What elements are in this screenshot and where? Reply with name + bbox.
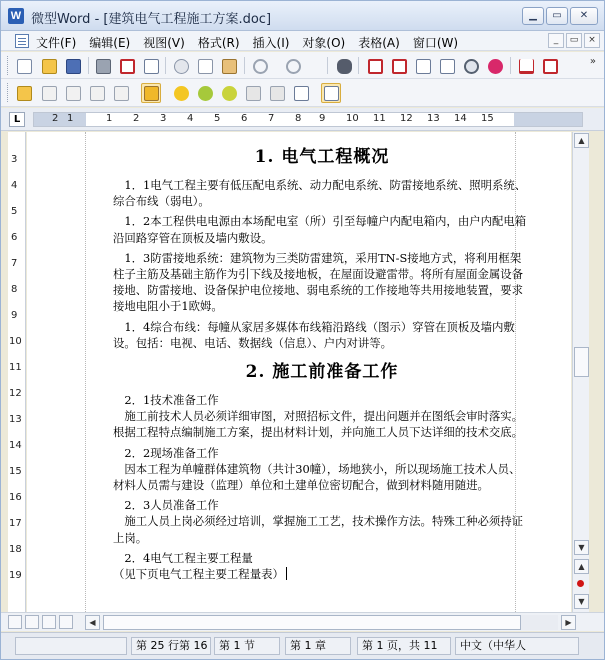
blank-page-icon[interactable] xyxy=(111,83,131,103)
section-2-4-title: 2．4电气工程主要工程量 xyxy=(113,550,253,565)
status-section: 第 1 节 xyxy=(214,637,280,655)
status-line-column: 第 25 行第 16 xyxy=(131,637,211,655)
zoom-icon[interactable] xyxy=(461,56,481,76)
toolbar-grip[interactable] xyxy=(7,83,10,102)
page-number-icon[interactable] xyxy=(365,56,385,76)
open-folder-icon[interactable] xyxy=(39,56,59,76)
status-empty xyxy=(15,637,127,655)
horizontal-scrollbar[interactable] xyxy=(1,612,604,631)
menu-file[interactable]: 文件(F) xyxy=(36,36,77,50)
undo-icon[interactable] xyxy=(250,56,270,76)
section-2-1-title: 2．1技术准备工作 xyxy=(113,393,219,408)
word-app-icon[interactable]: W xyxy=(8,8,24,24)
section-2-2-title: 2．2现场准备工作 xyxy=(113,445,219,460)
page-view-icon[interactable] xyxy=(413,56,433,76)
section-2-3-body: 施工人员上岗必须经过培训，掌握施工工艺，技术操作方法。特殊工种必须持证上岗。 xyxy=(113,514,524,545)
title-bar xyxy=(1,1,604,31)
highlight-star-icon[interactable] xyxy=(171,83,191,103)
document-body[interactable] xyxy=(113,142,531,586)
eraser-icon[interactable] xyxy=(243,83,263,103)
app-name: 微型Word xyxy=(31,12,91,27)
outline-layout-view-icon[interactable] xyxy=(59,615,73,629)
document-menu-icon[interactable] xyxy=(15,34,29,48)
window-controls xyxy=(522,7,598,25)
menu-window[interactable]: 窗口(W) xyxy=(412,36,459,50)
toolbar-grip[interactable] xyxy=(7,56,10,75)
find-icon[interactable] xyxy=(334,56,354,76)
paragraph-1-2: 1．2本工程供电电源由本场配电室（所）引至每幢户内配电箱内，由户内配电箱沿回路穿管在顶板及墙内敷设。 xyxy=(113,214,527,245)
print-preview-icon[interactable] xyxy=(141,56,161,76)
print-icon[interactable] xyxy=(93,56,113,76)
copy-icon[interactable] xyxy=(195,56,215,76)
menu-bar xyxy=(1,31,604,51)
section-2-4-body: （见下页电气工程主要工程量表） xyxy=(113,566,531,582)
horizontal-scroll-track[interactable] xyxy=(103,615,558,630)
print-layout-view-icon[interactable] xyxy=(42,615,56,629)
save-icon[interactable] xyxy=(63,56,83,76)
doc-close-button[interactable]: × xyxy=(584,33,600,48)
document-name: [建筑电气工程施工方案.doc] xyxy=(103,12,272,27)
scroll-up-button[interactable]: ▲ xyxy=(574,133,589,148)
export-pdf-icon[interactable] xyxy=(117,56,137,76)
document-window-controls xyxy=(548,33,600,48)
maximize-button[interactable]: ▭ xyxy=(546,7,568,25)
menu-items xyxy=(36,33,471,52)
tools-toolbar xyxy=(1,79,604,107)
paragraph-1-4: 1．4综合布线：每幢从家居多媒体布线箱沿路线（图示）穿管在顶板及墙内敷设。包括：电视、电话、数据线（信息）、户内对讲等。 xyxy=(113,319,515,350)
menu-format[interactable]: 格式(R) xyxy=(197,36,240,50)
toolbar-overflow-button[interactable]: » xyxy=(589,56,596,67)
vertical-scrollbar[interactable] xyxy=(572,132,589,612)
menu-edit[interactable]: 编辑(E) xyxy=(89,36,131,50)
highlight-marker-icon[interactable] xyxy=(219,83,239,103)
heading-preparation: 2. 施工前准备工作 xyxy=(245,362,399,383)
menu-insert[interactable]: 插入(I) xyxy=(252,36,290,50)
document-editing-area[interactable] xyxy=(27,132,571,612)
next-page-button[interactable]: ▼ xyxy=(574,594,589,609)
paste-icon[interactable] xyxy=(219,56,239,76)
normal-view-icon[interactable] xyxy=(8,615,22,629)
clear-format-icon[interactable] xyxy=(267,83,287,103)
font-color-icon[interactable] xyxy=(516,56,536,76)
format-painter-icon[interactable] xyxy=(540,56,560,76)
edit-folder-icon[interactable] xyxy=(14,83,34,103)
new-document-icon[interactable] xyxy=(14,56,34,76)
highlight-green-icon[interactable] xyxy=(195,83,215,103)
menu-object[interactable]: 对象(O) xyxy=(302,36,346,50)
browse-object-icon[interactable] xyxy=(577,580,584,587)
menu-table[interactable]: 表格(A) xyxy=(358,36,400,50)
previous-page-button[interactable]: ▲ xyxy=(574,559,589,574)
vertical-ruler: 3 4 5 6 7 8 9 10 11 12 13 14 15 16 17 18 19 xyxy=(8,132,26,612)
close-button[interactable]: ✕ xyxy=(570,7,598,25)
vertical-scroll-thumb[interactable] xyxy=(574,347,589,377)
horizontal-scroll-thumb[interactable] xyxy=(103,615,521,630)
redo-icon[interactable] xyxy=(283,56,303,76)
status-page: 第 1 页，共 11 xyxy=(357,637,451,655)
page-setup-icon[interactable] xyxy=(87,83,107,103)
tab-stop-selector[interactable]: L xyxy=(9,112,25,127)
status-bar xyxy=(1,632,604,659)
doc-restore-button[interactable]: ▭ xyxy=(566,33,582,48)
scroll-left-button[interactable]: ◀ xyxy=(85,615,100,630)
document-properties-icon[interactable] xyxy=(321,83,341,103)
text-cursor xyxy=(286,567,287,580)
edit-pen-icon[interactable] xyxy=(39,83,59,103)
menu-view[interactable]: 视图(V) xyxy=(143,36,185,50)
paragraph-1-1: 1．1电气工程主要有低压配电系统、动力配电系统、防雷接地系统、照明系统、综合布线（弱电）。 xyxy=(113,178,527,209)
section-2-3-title: 2．3人员准备工作 xyxy=(113,498,219,513)
delete-icon[interactable] xyxy=(63,83,83,103)
status-chapter: 第 1 章 xyxy=(285,637,351,655)
web-view-icon[interactable] xyxy=(25,615,39,629)
paragraph-1-3: 1．3防雷接地系统：建筑物为三类防雷建筑，采用TN-S接地方式，将利用框架柱子主筋及基础主筋作为引下线及接地板，在屋面设避雷带。将所有屋面金属设备接地、防雷接地、设备保护电位接地、弱电系统的工作接地等共用接地装置，要求接地电阻小于1欧姆。 xyxy=(113,250,524,314)
window-title: 微型Word - [建筑电气工程施工方案.doc] xyxy=(31,12,272,27)
status-language: 中文（中华人 xyxy=(455,637,579,655)
scroll-right-button[interactable]: ▶ xyxy=(561,615,576,630)
standard-toolbar xyxy=(1,52,604,79)
scroll-down-button[interactable]: ▼ xyxy=(574,540,589,555)
percent-icon[interactable] xyxy=(485,56,505,76)
doc-minimize-button[interactable]: _ xyxy=(548,33,564,48)
heading-electrical-overview: 1. 电气工程概况 xyxy=(254,147,390,167)
cut-icon[interactable] xyxy=(171,56,191,76)
track-changes-icon[interactable] xyxy=(291,83,311,103)
section-2-1-body: 施工前技术人员必须详细审图，对照招标文件，提出问题并在图纸会审时落实。根据工程特点编制施工方案，提出材料计划，并向施工人员下达详细的技术交底。 xyxy=(113,409,524,440)
insert-field-icon[interactable] xyxy=(389,56,409,76)
clipboard-icon[interactable] xyxy=(141,83,161,103)
ruler-bar[interactable]: 2 1 1 2 3 4 5 6 7 8 9 10 11 12 13 14 15 xyxy=(33,112,583,127)
outline-view-icon[interactable] xyxy=(437,56,457,76)
section-2-2-body: 因本工程为单幢群体建筑物（共计30幢），场地狭小，所以现场施工技术人员、材料人员需与建设（监理）单位和土建单位密切配合，做到材料随用随进。 xyxy=(113,461,521,493)
horizontal-ruler xyxy=(1,108,604,131)
minimize-button[interactable]: ▁ xyxy=(522,7,544,25)
